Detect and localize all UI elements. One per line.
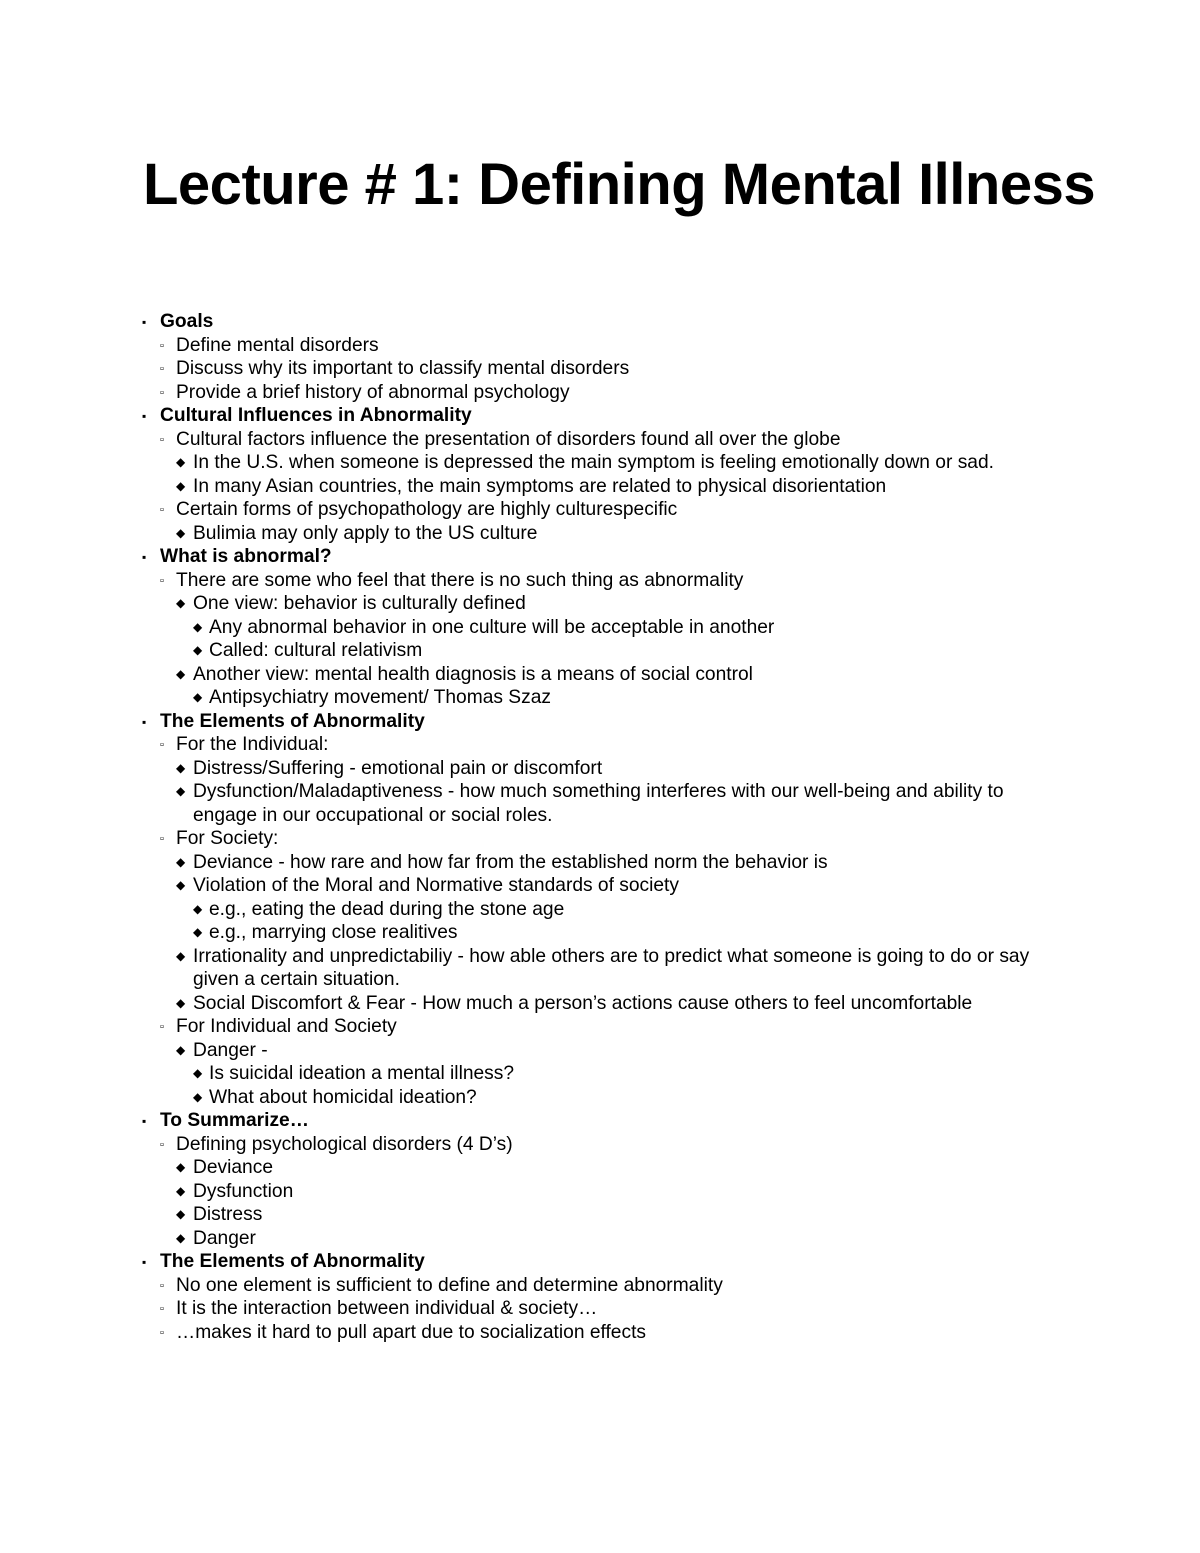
square-bullet-icon: ▪ [142, 714, 147, 729]
outline-item-level-2 [160, 1015, 1072, 1109]
outline-item-level-3 [176, 1203, 1072, 1227]
outline-item-level-2 [160, 1321, 1072, 1345]
diamond-bullet-icon: ◆ [176, 1207, 186, 1221]
item-text: Social Discomfort & Fear - How much a person’s actions cause others to feel uncomfortable [193, 992, 973, 1014]
item-text: Cultural factors influence the presentation of disorders found all over the globe [176, 428, 841, 450]
outline-item-level-3 [176, 451, 1072, 475]
item-text: e.g., marrying close realitives [209, 922, 458, 943]
item-text: Bulimia may only apply to the US culture [193, 522, 538, 544]
outline-item-level-2 [160, 428, 1072, 499]
diamond-bullet-icon: ◆ [176, 1042, 186, 1057]
item-text: It is the interaction between individual & society… [176, 1298, 598, 1319]
item-text: Deviance - how rare and how far from the established norm the behavior is [193, 851, 828, 873]
outline-item-level-2 [160, 334, 1072, 358]
sublist-level-4 [193, 898, 1072, 945]
section-heading: Goals [160, 311, 214, 332]
item-text: e.g., eating the dead during the stone age [209, 898, 565, 920]
hollow-square-bullet-icon: ▫ [160, 1138, 164, 1151]
outline-item-level-4 [193, 1062, 1072, 1086]
item-text: Another view: mental health diagnosis is a means of social control [193, 663, 753, 685]
lecture-outline [142, 310, 1072, 1344]
outline-item-level-4 [193, 921, 1072, 945]
outline-item-level-2 [160, 733, 1072, 827]
page-title: Lecture # 1: Defining Mental Illness [143, 152, 1096, 217]
hollow-square-bullet-icon: ▫ [160, 433, 164, 446]
diamond-bullet-icon: ◆ [176, 1230, 186, 1245]
item-text: What about homicidal ideation? [209, 1086, 477, 1108]
outline-item-level-3 [176, 992, 1072, 1016]
item-text: For Individual and Society [176, 1016, 397, 1037]
sublist-level-3 [176, 522, 1072, 546]
section-heading: To Summarize… [160, 1110, 309, 1131]
outline-item-level-2 [160, 1297, 1072, 1321]
sublist-level-2 [160, 334, 1072, 405]
hollow-square-bullet-icon: ▫ [160, 574, 164, 587]
outline-item-level-3 [176, 1156, 1072, 1180]
item-text: Violation of the Moral and Normative standards of society [193, 875, 679, 896]
square-bullet-icon: ▪ [142, 315, 147, 329]
sublist-level-3 [176, 757, 1072, 828]
diamond-bullet-icon: ◆ [176, 455, 186, 469]
item-text: Defining psychological disorders (4 D’s) [176, 1133, 513, 1155]
outline-item-level-2 [160, 827, 1072, 1015]
item-text: In the U.S. when someone is depressed the main symptom is feeling emotionally down or sad. [193, 452, 994, 473]
sublist-level-3 [176, 451, 1072, 498]
sublist-level-4 [193, 686, 1072, 710]
outline-item-level-3 [176, 592, 1072, 663]
item-text: Distress/Suffering - emotional pain or discomfort [193, 757, 603, 779]
diamond-bullet-icon: ◆ [193, 690, 203, 704]
sublist-level-4 [193, 616, 1072, 663]
sublist-level-3 [176, 1156, 1072, 1250]
item-text: Discuss why its important to classify mental disorders [176, 358, 630, 379]
outline-item-level-3 [176, 1039, 1072, 1110]
diamond-bullet-icon: ◆ [176, 1160, 186, 1174]
diamond-bullet-icon: ◆ [176, 948, 186, 963]
outline-item-level-2 [160, 1274, 1072, 1298]
section-heading-item [142, 310, 1072, 404]
diamond-bullet-icon: ◆ [176, 995, 186, 1010]
item-text: Define mental disorders [176, 334, 379, 356]
outline-item-level-4 [193, 686, 1072, 710]
hollow-square-bullet-icon: ▫ [160, 1303, 164, 1315]
section-heading-item [142, 1250, 1072, 1344]
diamond-bullet-icon: ◆ [176, 878, 186, 892]
sublist-level-2 [160, 733, 1072, 1109]
square-bullet-icon: ▪ [142, 1114, 147, 1128]
outline-item-level-3 [176, 663, 1072, 710]
item-text: Provide a brief history of abnormal psychology [176, 381, 570, 403]
diamond-bullet-icon: ◆ [176, 596, 186, 610]
outline-item-level-3 [176, 874, 1072, 945]
sublist-level-2 [160, 1274, 1072, 1345]
outline-item-level-3 [176, 945, 1072, 992]
diamond-bullet-icon: ◆ [176, 760, 186, 775]
item-text: For Society: [176, 828, 279, 849]
item-text: For the Individual: [176, 734, 329, 755]
hollow-square-bullet-icon: ▫ [160, 739, 164, 751]
item-text: Dysfunction/Maladaptiveness - how much something interferes with our well-being and ability to engage in our occupational or social roles. [193, 781, 1004, 826]
section-heading-item [142, 1109, 1072, 1250]
hollow-square-bullet-icon: ▫ [160, 1279, 164, 1292]
outline-item-level-3 [176, 780, 1072, 827]
square-bullet-icon: ▪ [142, 1255, 147, 1269]
item-text: In many Asian countries, the main symptoms are related to physical disorientation [193, 475, 887, 497]
item-text: Called: cultural relativism [209, 640, 423, 661]
diamond-bullet-icon: ◆ [193, 1066, 203, 1080]
outline-item-level-2 [160, 381, 1072, 405]
sublist-level-2 [160, 1133, 1072, 1251]
outline-item-level-3 [176, 1180, 1072, 1204]
section-heading: Cultural Influences in Abnormality [160, 405, 472, 426]
sublist-level-3 [176, 851, 1072, 1016]
hollow-square-bullet-icon: ▫ [160, 833, 164, 845]
section-heading: The Elements of Abnormality [160, 710, 425, 732]
hollow-square-bullet-icon: ▫ [160, 339, 164, 352]
outline-item-level-2 [160, 357, 1072, 381]
square-bullet-icon: ▪ [142, 550, 147, 564]
hollow-square-bullet-icon: ▫ [160, 363, 164, 375]
item-text: Antipsychiatry movement/ Thomas Szaz [209, 687, 551, 708]
outline-item-level-2 [160, 569, 1072, 710]
diamond-bullet-icon: ◆ [193, 619, 203, 634]
item-text: Irrationality and unpredictabiliy - how able others are to predict what someone is going to do or say given a certain situation. [193, 945, 1030, 990]
section-heading: What is abnormal? [160, 546, 332, 567]
hollow-square-bullet-icon: ▫ [160, 386, 164, 399]
hollow-square-bullet-icon: ▫ [160, 1021, 164, 1033]
square-bullet-icon: ▪ [142, 409, 147, 423]
section-heading-item [142, 710, 1072, 1110]
outline-item-level-4 [193, 898, 1072, 922]
outline-item-level-4 [193, 1086, 1072, 1110]
item-text: Any abnormal behavior in one culture will be acceptable in another [209, 616, 775, 638]
hollow-square-bullet-icon: ▫ [160, 1326, 164, 1339]
outline-item-level-4 [193, 639, 1072, 663]
diamond-bullet-icon: ◆ [176, 1183, 186, 1198]
sublist-level-2 [160, 428, 1072, 546]
outline-item-level-3 [176, 1227, 1072, 1251]
item-text: Distress [193, 1204, 263, 1225]
diamond-bullet-icon: ◆ [193, 1089, 203, 1104]
diamond-bullet-icon: ◆ [176, 784, 186, 798]
section-heading-item [142, 545, 1072, 710]
outline-item-level-3 [176, 475, 1072, 499]
diamond-bullet-icon: ◆ [193, 925, 203, 939]
diamond-bullet-icon: ◆ [193, 901, 203, 916]
section-heading: The Elements of Abnormality [160, 1251, 425, 1272]
diamond-bullet-icon: ◆ [176, 854, 186, 869]
sublist-level-3 [176, 1039, 1072, 1110]
item-text: Certain forms of psychopathology are highly culturespecific [176, 499, 678, 520]
diamond-bullet-icon: ◆ [176, 666, 186, 681]
item-text: Dysfunction [193, 1180, 294, 1202]
outline-item-level-2 [160, 498, 1072, 545]
item-text: One view: behavior is culturally defined [193, 593, 526, 614]
outline-item-level-3 [176, 757, 1072, 781]
sublist-level-2 [160, 569, 1072, 710]
item-text: Is suicidal ideation a mental illness? [209, 1063, 515, 1084]
hollow-square-bullet-icon: ▫ [160, 504, 164, 516]
sublist-level-4 [193, 1062, 1072, 1109]
outline-item-level-2 [160, 1133, 1072, 1251]
outline-item-level-3 [176, 851, 1072, 875]
item-text: …makes it hard to pull apart due to socialization effects [176, 1321, 646, 1343]
item-text: Danger - [193, 1039, 268, 1061]
section-heading-item [142, 404, 1072, 545]
outline-item-level-3 [176, 522, 1072, 546]
diamond-bullet-icon: ◆ [176, 525, 186, 540]
item-text: No one element is sufficient to define and determine abnormality [176, 1274, 723, 1296]
sublist-level-3 [176, 592, 1072, 710]
item-text: Danger [193, 1227, 256, 1249]
item-text: There are some who feel that there is no such thing as abnormality [176, 569, 744, 591]
diamond-bullet-icon: ◆ [193, 643, 203, 657]
item-text: Deviance [193, 1157, 273, 1178]
diamond-bullet-icon: ◆ [176, 478, 186, 493]
outline-item-level-4 [193, 616, 1072, 640]
